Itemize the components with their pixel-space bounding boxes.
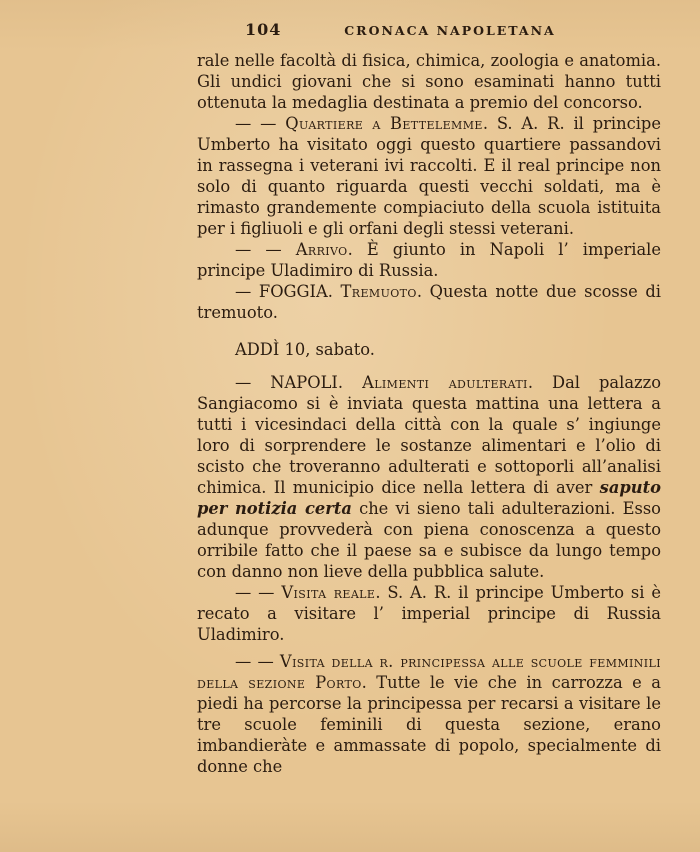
paragraph [197,582,661,645]
text-run: . Dal palazzo Sangiacomo si è inviata questa mattina una lettera a tutti i vicesindaci della città con la quale s’ ingiunge loro di sorprendere le sostanze alimentari e l’olio di scisto che troveranno adulterati e sottoporli all’analisi chimica. Il municipio dice nella lettera di aver [197,373,662,497]
text-run: Alimenti adulterati [362,373,528,392]
text-run: — — [235,114,286,133]
text-run: . È giunto in Napoli l’ imperiale principe Uladimiro di Russia. [197,240,661,280]
paragraph [197,50,661,113]
text-run: Visita della r. principessa alle scuole femminili della sezione Porto [197,652,662,692]
text-run: Tremuoto [340,282,417,301]
text-run: . S. A. R. il principe Umberto si è recato a visitare l’ imperial principe di Russia Uladimiro. [197,583,661,644]
paragraph [197,372,661,582]
text-run: — NAPOLI. [235,373,363,392]
running-title: CRONACA NAPOLETANA [344,23,556,38]
paragraph [197,113,661,239]
page-number: 104 [245,20,282,39]
paragraph [197,339,661,360]
text-run: che vi sieno tali adulterazioni. Esso adunque provvederà con piena conoscenza a questo orribile fatto che il paese sa e subisce da lungo tempo con danno non lieve della pubblica salute. [197,499,661,581]
page-header [197,20,661,40]
text-run: . Questa notte due scosse di tremuoto. [197,282,661,322]
page-body [197,50,661,777]
text-run: Arrivo [295,240,348,259]
text-run: ADDÌ 10, sabato. [235,340,375,359]
paragraph [197,651,661,777]
text-run: — — [235,240,296,259]
text-run: — — [235,583,282,602]
text-run: Visita reale [281,583,376,602]
text-run: . Tutte le vie che in carrozza e a piedi ha percorse la principessa per recarsi a visitare le tre scuole feminili di questa sezione, erano imbandieràte e ammassate di popolo, specialmente di donne che [197,673,661,776]
text-run: Quartiere a Bettelemme [285,114,483,133]
text-run: . S. A. R. il principe Umberto ha visitato oggi questo quartiere passandovi in rassegna i veterani ivi raccolti. E il real principe non solo di quanto riguarda questi vecchi soldati, ma è rimasto grandemente compiaciuto della scuola istituita per i figliuoli e gli orfani degli stessi veterani. [197,114,661,238]
text-run: saputo per notizia certa [197,478,661,518]
paragraph [197,239,661,281]
text-run: — — [235,652,280,671]
text-run: rale nelle facoltà di fisica, chimica, zoologia e anatomia. Gli undici giovani che si sono esaminati hanno tutti ottenuta la medaglia destinata a premio del concorso. [197,51,661,112]
text-run: — FOGGIA. [235,282,341,301]
paragraph [197,281,661,323]
